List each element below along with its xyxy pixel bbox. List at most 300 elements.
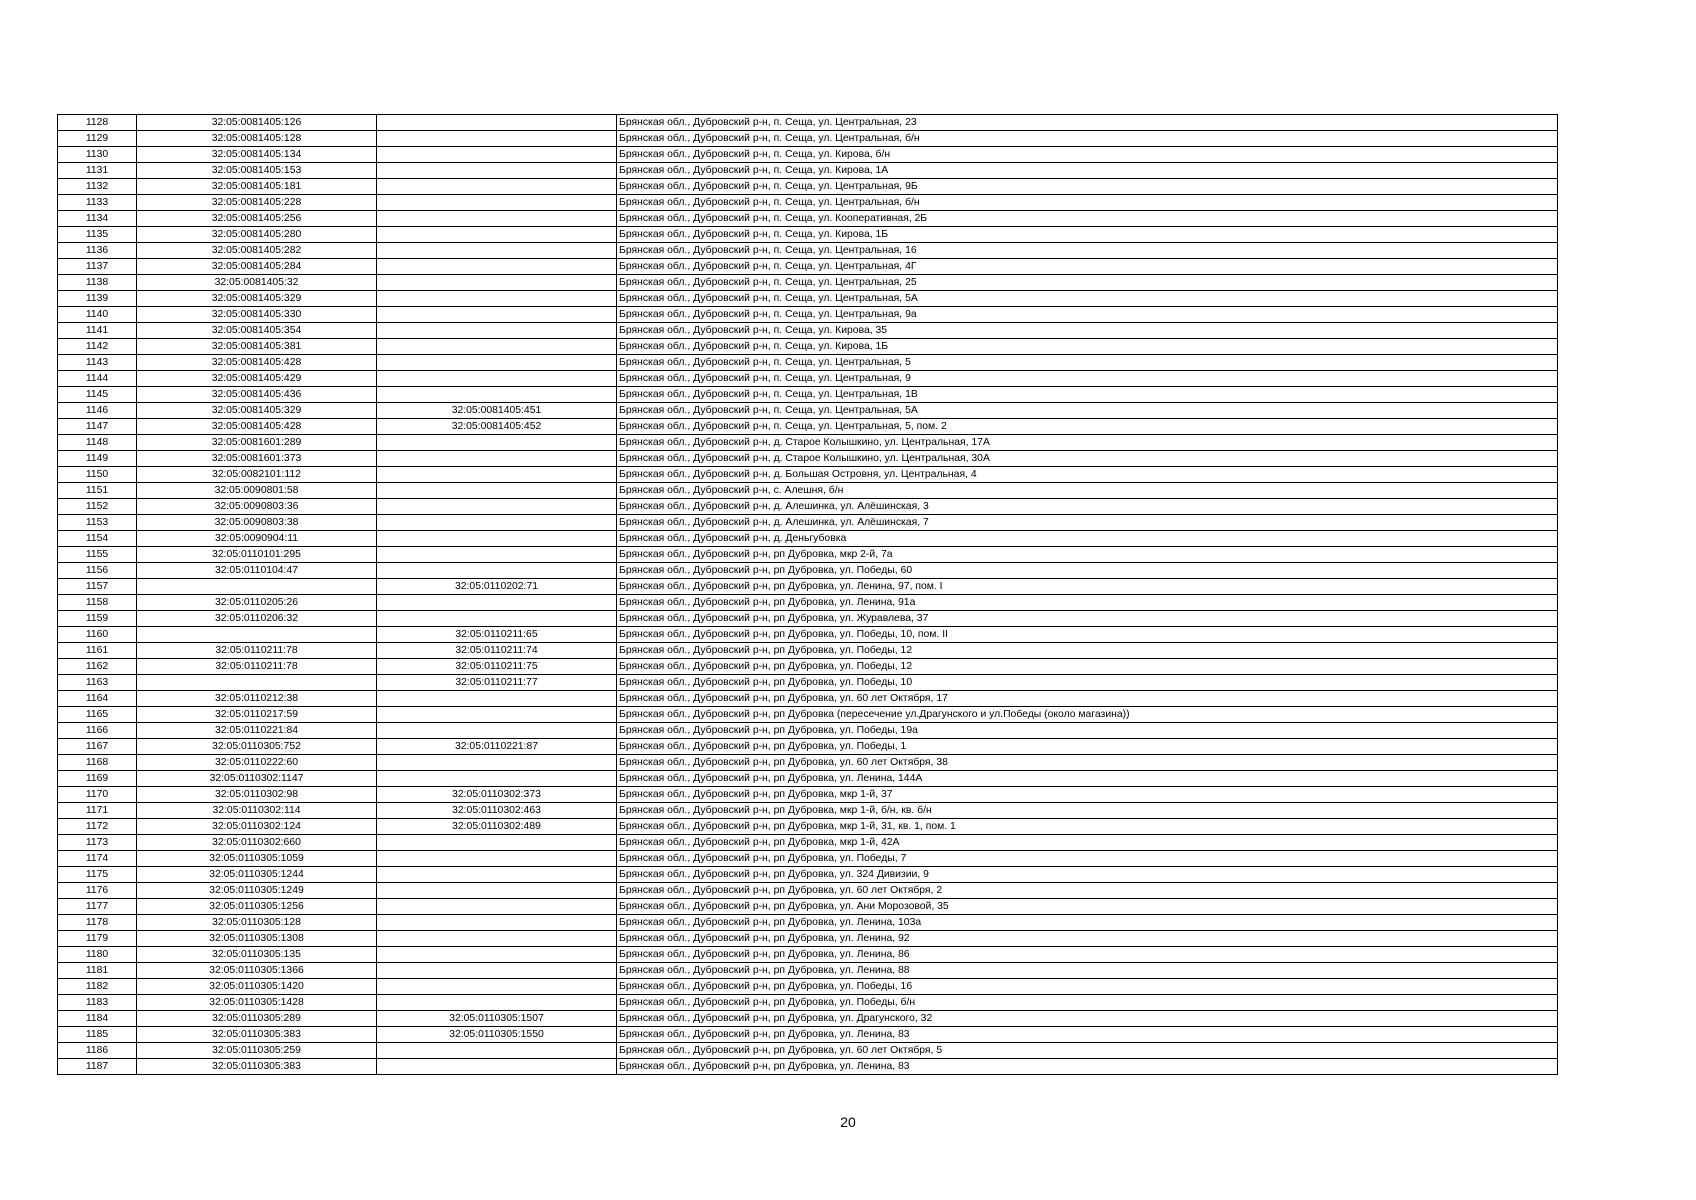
table-row <box>58 179 1558 195</box>
row-number-cell: 1128 <box>58 115 137 131</box>
address-cell: Брянская обл., Дубровский р-н, рп Дубровка, ул. Победы, 10 <box>617 675 1558 691</box>
cadastral-number-cell: 32:05:0081405:436 <box>137 387 377 403</box>
row-number-cell: 1145 <box>58 387 137 403</box>
row-number-cell: 1134 <box>58 211 137 227</box>
address-cell: Брянская обл., Дубровский р-н, рп Дубровка, ул. Журавлева, 37 <box>617 611 1558 627</box>
address-cell: Брянская обл., Дубровский р-н, рп Дубровка, ул. Победы, 7 <box>617 851 1558 867</box>
table-row <box>58 307 1558 323</box>
table-row <box>58 355 1558 371</box>
address-cell: Брянская обл., Дубровский р-н, рп Дубровка, ул. Победы, 1 <box>617 739 1558 755</box>
table-row <box>58 707 1558 723</box>
table-row <box>58 467 1558 483</box>
object-number-cell <box>377 355 617 371</box>
table-row <box>58 227 1558 243</box>
table-row <box>58 579 1558 595</box>
cadastral-number-cell: 32:05:0090803:38 <box>137 515 377 531</box>
object-number-cell: 32:05:0110211:65 <box>377 627 617 643</box>
row-number-cell: 1162 <box>58 659 137 675</box>
address-cell: Брянская обл., Дубровский р-н, п. Сеща, ул. Центральная, 9а <box>617 307 1558 323</box>
table-row <box>58 547 1558 563</box>
row-number-cell: 1164 <box>58 691 137 707</box>
address-cell: Брянская обл., Дубровский р-н, рп Дубровка, ул. 60 лет Октября, 17 <box>617 691 1558 707</box>
cadastral-number-cell: 32:05:0081405:381 <box>137 339 377 355</box>
table-row <box>58 1059 1558 1075</box>
cadastral-number-cell <box>137 579 377 595</box>
address-cell: Брянская обл., Дубровский р-н, п. Сеща, ул. Кооперативная, 2Б <box>617 211 1558 227</box>
address-cell: Брянская обл., Дубровский р-н, рп Дубровка, ул. Ани Морозовой, 35 <box>617 899 1558 915</box>
cadastral-number-cell: 32:05:0110305:1256 <box>137 899 377 915</box>
row-number-cell: 1146 <box>58 403 137 419</box>
row-number-cell: 1154 <box>58 531 137 547</box>
object-number-cell <box>377 835 617 851</box>
address-cell: Брянская обл., Дубровский р-н, рп Дубровка, ул. Победы, 16 <box>617 979 1558 995</box>
address-cell: Брянская обл., Дубровский р-н, рп Дубровка, ул. Ленина, 97, пом. I <box>617 579 1558 595</box>
cadastral-number-cell: 32:05:0081405:282 <box>137 243 377 259</box>
object-number-cell: 32:05:0110202:71 <box>377 579 617 595</box>
cadastral-number-cell: 32:05:0081405:134 <box>137 147 377 163</box>
row-number-cell: 1172 <box>58 819 137 835</box>
row-number-cell: 1148 <box>58 435 137 451</box>
row-number-cell: 1168 <box>58 755 137 771</box>
table-row <box>58 499 1558 515</box>
address-cell: Брянская обл., Дубровский р-н, рп Дубровка, ул. Ленина, 92 <box>617 931 1558 947</box>
cadastral-number-cell: 32:05:0081405:428 <box>137 419 377 435</box>
address-cell: Брянская обл., Дубровский р-н, д. Алешинка, ул. Алёшинская, 3 <box>617 499 1558 515</box>
table-row <box>58 371 1558 387</box>
row-number-cell: 1169 <box>58 771 137 787</box>
property-registry-table <box>57 114 1558 1075</box>
address-cell: Брянская обл., Дубровский р-н, п. Сеща, ул. Центральная, 5, пом. 2 <box>617 419 1558 435</box>
row-number-cell: 1171 <box>58 803 137 819</box>
table-row <box>58 291 1558 307</box>
cadastral-number-cell: 32:05:0081405:256 <box>137 211 377 227</box>
table-row <box>58 147 1558 163</box>
table-row <box>58 867 1558 883</box>
address-cell: Брянская обл., Дубровский р-н, п. Сеща, ул. Центральная, 5 <box>617 355 1558 371</box>
object-number-cell <box>377 899 617 915</box>
document-page <box>57 114 1557 1075</box>
cadastral-number-cell: 32:05:0110305:383 <box>137 1027 377 1043</box>
row-number-cell: 1137 <box>58 259 137 275</box>
object-number-cell <box>377 259 617 275</box>
cadastral-number-cell: 32:05:0110305:1244 <box>137 867 377 883</box>
address-cell: Брянская обл., Дубровский р-н, п. Сеща, ул. Центральная, 9 <box>617 371 1558 387</box>
object-number-cell: 32:05:0110221:87 <box>377 739 617 755</box>
object-number-cell <box>377 947 617 963</box>
object-number-cell <box>377 243 617 259</box>
row-number-cell: 1182 <box>58 979 137 995</box>
object-number-cell <box>377 451 617 467</box>
address-cell: Брянская обл., Дубровский р-н, п. Сеща, ул. Центральная, б/н <box>617 131 1558 147</box>
row-number-cell: 1166 <box>58 723 137 739</box>
object-number-cell <box>377 691 617 707</box>
table-row <box>58 435 1558 451</box>
table-row <box>58 115 1558 131</box>
row-number-cell: 1144 <box>58 371 137 387</box>
table-row <box>58 627 1558 643</box>
object-number-cell <box>377 771 617 787</box>
cadastral-number-cell: 32:05:0110211:78 <box>137 659 377 675</box>
object-number-cell <box>377 995 617 1011</box>
table-row <box>58 611 1558 627</box>
cadastral-number-cell: 32:05:0110302:660 <box>137 835 377 851</box>
cadastral-number-cell: 32:05:0082101:112 <box>137 467 377 483</box>
cadastral-number-cell: 32:05:0081405:228 <box>137 195 377 211</box>
object-number-cell: 32:05:0110305:1550 <box>377 1027 617 1043</box>
row-number-cell: 1140 <box>58 307 137 323</box>
row-number-cell: 1180 <box>58 947 137 963</box>
table-row <box>58 787 1558 803</box>
row-number-cell: 1181 <box>58 963 137 979</box>
address-cell: Брянская обл., Дубровский р-н, рп Дубровка, ул. Победы, 12 <box>617 659 1558 675</box>
cadastral-number-cell: 32:05:0110305:1249 <box>137 883 377 899</box>
address-cell: Брянская обл., Дубровский р-н, д. Старое Колышкино, ул. Центральная, 17А <box>617 435 1558 451</box>
row-number-cell: 1184 <box>58 1011 137 1027</box>
table-row <box>58 947 1558 963</box>
table-row <box>58 963 1558 979</box>
row-number-cell: 1167 <box>58 739 137 755</box>
cadastral-number-cell: 32:05:0081405:32 <box>137 275 377 291</box>
object-number-cell <box>377 195 617 211</box>
cadastral-number-cell: 32:05:0110302:124 <box>137 819 377 835</box>
cadastral-number-cell: 32:05:0110302:98 <box>137 787 377 803</box>
table-row <box>58 771 1558 787</box>
row-number-cell: 1132 <box>58 179 137 195</box>
cadastral-number-cell: 32:05:0110205:26 <box>137 595 377 611</box>
cadastral-number-cell: 32:05:0081405:330 <box>137 307 377 323</box>
row-number-cell: 1149 <box>58 451 137 467</box>
address-cell: Брянская обл., Дубровский р-н, п. Сеща, ул. Центральная, 5А <box>617 291 1558 307</box>
row-number-cell: 1178 <box>58 915 137 931</box>
object-number-cell <box>377 915 617 931</box>
table-row <box>58 403 1558 419</box>
address-cell: Брянская обл., Дубровский р-н, п. Сеща, ул. Центральная, 9Б <box>617 179 1558 195</box>
object-number-cell: 32:05:0110211:77 <box>377 675 617 691</box>
address-cell: Брянская обл., Дубровский р-н, п. Сеща, ул. Центральная, 16 <box>617 243 1558 259</box>
row-number-cell: 1160 <box>58 627 137 643</box>
row-number-cell: 1185 <box>58 1027 137 1043</box>
cadastral-number-cell <box>137 627 377 643</box>
row-number-cell: 1176 <box>58 883 137 899</box>
cadastral-number-cell <box>137 675 377 691</box>
address-cell: Брянская обл., Дубровский р-н, рп Дубровка, ул. 60 лет Октября, 2 <box>617 883 1558 899</box>
object-number-cell <box>377 755 617 771</box>
table-row <box>58 643 1558 659</box>
row-number-cell: 1163 <box>58 675 137 691</box>
cadastral-number-cell: 32:05:0110212:38 <box>137 691 377 707</box>
object-number-cell <box>377 883 617 899</box>
table-row <box>58 995 1558 1011</box>
cadastral-number-cell: 32:05:0110305:135 <box>137 947 377 963</box>
object-number-cell <box>377 611 617 627</box>
row-number-cell: 1142 <box>58 339 137 355</box>
object-number-cell <box>377 339 617 355</box>
address-cell: Брянская обл., Дубровский р-н, рп Дубровка, ул. Ленина, 144А <box>617 771 1558 787</box>
object-number-cell <box>377 275 617 291</box>
row-number-cell: 1170 <box>58 787 137 803</box>
address-cell: Брянская обл., Дубровский р-н, рп Дубровка, мкр 1-й, б/н, кв. б/н <box>617 803 1558 819</box>
cadastral-number-cell: 32:05:0081405:181 <box>137 179 377 195</box>
object-number-cell <box>377 227 617 243</box>
table-row <box>58 931 1558 947</box>
cadastral-number-cell: 32:05:0110305:752 <box>137 739 377 755</box>
address-cell: Брянская обл., Дубровский р-н, рп Дубровка, ул. Ленина, 91а <box>617 595 1558 611</box>
table-row <box>58 387 1558 403</box>
cadastral-number-cell: 32:05:0081405:153 <box>137 163 377 179</box>
object-number-cell <box>377 531 617 547</box>
address-cell: Брянская обл., Дубровский р-н, рп Дубровка, ул. 60 лет Октября, 5 <box>617 1043 1558 1059</box>
address-cell: Брянская обл., Дубровский р-н, рп Дубровка, ул. Победы, б/н <box>617 995 1558 1011</box>
row-number-cell: 1183 <box>58 995 137 1011</box>
table-row <box>58 723 1558 739</box>
address-cell: Брянская обл., Дубровский р-н, п. Сеща, ул. Центральная, 25 <box>617 275 1558 291</box>
object-number-cell <box>377 515 617 531</box>
row-number-cell: 1136 <box>58 243 137 259</box>
object-number-cell <box>377 163 617 179</box>
object-number-cell <box>377 563 617 579</box>
object-number-cell <box>377 979 617 995</box>
object-number-cell <box>377 595 617 611</box>
cadastral-number-cell: 32:05:0110222:60 <box>137 755 377 771</box>
table-row <box>58 323 1558 339</box>
object-number-cell: 32:05:0110302:373 <box>377 787 617 803</box>
row-number-cell: 1129 <box>58 131 137 147</box>
table-row <box>58 1011 1558 1027</box>
cadastral-number-cell: 32:05:0081405:128 <box>137 131 377 147</box>
table-row <box>58 675 1558 691</box>
table-row <box>58 595 1558 611</box>
cadastral-number-cell: 32:05:0110221:84 <box>137 723 377 739</box>
table-row <box>58 195 1558 211</box>
address-cell: Брянская обл., Дубровский р-н, рп Дубровка, ул. Ленина, 83 <box>617 1027 1558 1043</box>
cadastral-number-cell: 32:05:0110206:32 <box>137 611 377 627</box>
table-row <box>58 659 1558 675</box>
address-cell: Брянская обл., Дубровский р-н, рп Дубровка, ул. 324 Дивизии, 9 <box>617 867 1558 883</box>
address-cell: Брянская обл., Дубровский р-н, п. Сеща, ул. Кирова, 35 <box>617 323 1558 339</box>
row-number-cell: 1158 <box>58 595 137 611</box>
row-number-cell: 1138 <box>58 275 137 291</box>
row-number-cell: 1152 <box>58 499 137 515</box>
row-number-cell: 1159 <box>58 611 137 627</box>
row-number-cell: 1165 <box>58 707 137 723</box>
object-number-cell: 32:05:0110302:489 <box>377 819 617 835</box>
object-number-cell <box>377 323 617 339</box>
cadastral-number-cell: 32:05:0081405:428 <box>137 355 377 371</box>
cadastral-number-cell: 32:05:0081405:126 <box>137 115 377 131</box>
address-cell: Брянская обл., Дубровский р-н, п. Сеща, ул. Центральная, 23 <box>617 115 1558 131</box>
cadastral-number-cell: 32:05:0110305:128 <box>137 915 377 931</box>
table-row <box>58 131 1558 147</box>
row-number-cell: 1150 <box>58 467 137 483</box>
row-number-cell: 1175 <box>58 867 137 883</box>
cadastral-number-cell: 32:05:0110101:295 <box>137 547 377 563</box>
table-row <box>58 739 1558 755</box>
cadastral-number-cell: 32:05:0081405:329 <box>137 291 377 307</box>
table-row <box>58 275 1558 291</box>
address-cell: Брянская обл., Дубровский р-н, п. Сеща, ул. Кирова, б/н <box>617 147 1558 163</box>
table-row <box>58 915 1558 931</box>
address-cell: Брянская обл., Дубровский р-н, д. Старое Колышкино, ул. Центральная, 30А <box>617 451 1558 467</box>
row-number-cell: 1174 <box>58 851 137 867</box>
table-row <box>58 835 1558 851</box>
address-cell: Брянская обл., Дубровский р-н, рп Дубровка, мкр 1-й, 37 <box>617 787 1558 803</box>
address-cell: Брянская обл., Дубровский р-н, рп Дубровка, ул. Ленина, 86 <box>617 947 1558 963</box>
registry-table-body <box>58 115 1558 1075</box>
object-number-cell <box>377 291 617 307</box>
cadastral-number-cell: 32:05:0081405:284 <box>137 259 377 275</box>
table-row <box>58 803 1558 819</box>
address-cell: Брянская обл., Дубровский р-н, рп Дубровка, ул. Ленина, 83 <box>617 1059 1558 1075</box>
table-row <box>58 851 1558 867</box>
address-cell: Брянская обл., Дубровский р-н, п. Сеща, ул. Кирова, 1Б <box>617 339 1558 355</box>
row-number-cell: 1130 <box>58 147 137 163</box>
address-cell: Брянская обл., Дубровский р-н, рп Дубровка, мкр 1-й, 42А <box>617 835 1558 851</box>
table-row <box>58 163 1558 179</box>
table-row <box>58 483 1558 499</box>
address-cell: Брянская обл., Дубровский р-н, п. Сеща, ул. Кирова, 1Б <box>617 227 1558 243</box>
address-cell: Брянская обл., Дубровский р-н, рп Дубровка, ул. Ленина, 88 <box>617 963 1558 979</box>
row-number-cell: 1141 <box>58 323 137 339</box>
cadastral-number-cell: 32:05:0081405:329 <box>137 403 377 419</box>
table-row <box>58 515 1558 531</box>
table-row <box>58 563 1558 579</box>
address-cell: Брянская обл., Дубровский р-н, п. Сеща, ул. Кирова, 1А <box>617 163 1558 179</box>
row-number-cell: 1156 <box>58 563 137 579</box>
row-number-cell: 1155 <box>58 547 137 563</box>
cadastral-number-cell: 32:05:0081405:280 <box>137 227 377 243</box>
row-number-cell: 1131 <box>58 163 137 179</box>
cadastral-number-cell: 32:05:0110305:1308 <box>137 931 377 947</box>
object-number-cell <box>377 963 617 979</box>
object-number-cell <box>377 851 617 867</box>
row-number-cell: 1133 <box>58 195 137 211</box>
object-number-cell <box>377 371 617 387</box>
object-number-cell <box>377 179 617 195</box>
table-row <box>58 339 1558 355</box>
address-cell: Брянская обл., Дубровский р-н, п. Сеща, ул. Центральная, 4Г <box>617 259 1558 275</box>
row-number-cell: 1143 <box>58 355 137 371</box>
address-cell: Брянская обл., Дубровский р-н, рп Дубровка, ул. Драгунского, 32 <box>617 1011 1558 1027</box>
address-cell: Брянская обл., Дубровский р-н, рп Дубровка, ул. Ленина, 103а <box>617 915 1558 931</box>
object-number-cell: 32:05:0110305:1507 <box>377 1011 617 1027</box>
cadastral-number-cell: 32:05:0081405:354 <box>137 323 377 339</box>
object-number-cell <box>377 147 617 163</box>
object-number-cell <box>377 211 617 227</box>
address-cell: Брянская обл., Дубровский р-н, рп Дубровка (пересечение ул.Драгунского и ул.Победы (около магазина)) <box>617 707 1558 723</box>
address-cell: Брянская обл., Дубровский р-н, с. Алешня, б/н <box>617 483 1558 499</box>
cadastral-number-cell: 32:05:0110217:59 <box>137 707 377 723</box>
cadastral-number-cell: 32:05:0081405:429 <box>137 371 377 387</box>
table-row <box>58 211 1558 227</box>
address-cell: Брянская обл., Дубровский р-н, д. Алешинка, ул. Алёшинская, 7 <box>617 515 1558 531</box>
cadastral-number-cell: 32:05:0081601:289 <box>137 435 377 451</box>
object-number-cell <box>377 1043 617 1059</box>
object-number-cell <box>377 115 617 131</box>
object-number-cell <box>377 723 617 739</box>
object-number-cell <box>377 931 617 947</box>
cadastral-number-cell: 32:05:0110305:383 <box>137 1059 377 1075</box>
table-row <box>58 1043 1558 1059</box>
address-cell: Брянская обл., Дубровский р-н, рп Дубровка, ул. Победы, 60 <box>617 563 1558 579</box>
row-number-cell: 1161 <box>58 643 137 659</box>
row-number-cell: 1153 <box>58 515 137 531</box>
table-row <box>58 1027 1558 1043</box>
page-number: 20 <box>840 1114 856 1130</box>
object-number-cell: 32:05:0081405:452 <box>377 419 617 435</box>
address-cell: Брянская обл., Дубровский р-н, п. Сеща, ул. Центральная, б/н <box>617 195 1558 211</box>
address-cell: Брянская обл., Дубровский р-н, д. Большая Островня, ул. Центральная, 4 <box>617 467 1558 483</box>
object-number-cell <box>377 467 617 483</box>
cadastral-number-cell: 32:05:0110305:1428 <box>137 995 377 1011</box>
address-cell: Брянская обл., Дубровский р-н, рп Дубровка, ул. Победы, 12 <box>617 643 1558 659</box>
object-number-cell <box>377 867 617 883</box>
table-row <box>58 419 1558 435</box>
object-number-cell: 32:05:0110211:75 <box>377 659 617 675</box>
cadastral-number-cell: 32:05:0110211:78 <box>137 643 377 659</box>
row-number-cell: 1186 <box>58 1043 137 1059</box>
object-number-cell <box>377 1059 617 1075</box>
cadastral-number-cell: 32:05:0090803:36 <box>137 499 377 515</box>
object-number-cell <box>377 707 617 723</box>
table-row <box>58 819 1558 835</box>
table-row <box>58 899 1558 915</box>
object-number-cell <box>377 547 617 563</box>
cadastral-number-cell: 32:05:0110302:114 <box>137 803 377 819</box>
cadastral-number-cell: 32:05:0110305:1059 <box>137 851 377 867</box>
address-cell: Брянская обл., Дубровский р-н, п. Сеща, ул. Центральная, 5А <box>617 403 1558 419</box>
address-cell: Брянская обл., Дубровский р-н, рп Дубровка, ул. 60 лет Октября, 38 <box>617 755 1558 771</box>
object-number-cell <box>377 435 617 451</box>
cadastral-number-cell: 32:05:0110104:47 <box>137 563 377 579</box>
address-cell: Брянская обл., Дубровский р-н, п. Сеща, ул. Центральная, 1В <box>617 387 1558 403</box>
address-cell: Брянская обл., Дубровский р-н, рп Дубровка, ул. Победы, 19а <box>617 723 1558 739</box>
cadastral-number-cell: 32:05:0090801:58 <box>137 483 377 499</box>
address-cell: Брянская обл., Дубровский р-н, рп Дубровка, ул. Победы, 10, пом. II <box>617 627 1558 643</box>
object-number-cell <box>377 307 617 323</box>
table-row <box>58 979 1558 995</box>
cadastral-number-cell: 32:05:0110305:1420 <box>137 979 377 995</box>
object-number-cell: 32:05:0110302:463 <box>377 803 617 819</box>
cadastral-number-cell: 32:05:0110302:1147 <box>137 771 377 787</box>
object-number-cell: 32:05:0110211:74 <box>377 643 617 659</box>
cadastral-number-cell: 32:05:0081601:373 <box>137 451 377 467</box>
row-number-cell: 1187 <box>58 1059 137 1075</box>
address-cell: Брянская обл., Дубровский р-н, рп Дубровка, мкр 2-й, 7а <box>617 547 1558 563</box>
table-row <box>58 883 1558 899</box>
row-number-cell: 1179 <box>58 931 137 947</box>
cadastral-number-cell: 32:05:0110305:289 <box>137 1011 377 1027</box>
cadastral-number-cell: 32:05:0110305:259 <box>137 1043 377 1059</box>
object-number-cell <box>377 483 617 499</box>
row-number-cell: 1151 <box>58 483 137 499</box>
cadastral-number-cell: 32:05:0090904:11 <box>137 531 377 547</box>
object-number-cell: 32:05:0081405:451 <box>377 403 617 419</box>
row-number-cell: 1139 <box>58 291 137 307</box>
address-cell: Брянская обл., Дубровский р-н, д. Деньгубовка <box>617 531 1558 547</box>
table-row <box>58 531 1558 547</box>
address-cell: Брянская обл., Дубровский р-н, рп Дубровка, мкр 1-й, 31, кв. 1, пом. 1 <box>617 819 1558 835</box>
row-number-cell: 1157 <box>58 579 137 595</box>
object-number-cell <box>377 131 617 147</box>
cadastral-number-cell: 32:05:0110305:1366 <box>137 963 377 979</box>
row-number-cell: 1135 <box>58 227 137 243</box>
table-row <box>58 691 1558 707</box>
table-row <box>58 755 1558 771</box>
object-number-cell <box>377 387 617 403</box>
table-row <box>58 451 1558 467</box>
object-number-cell <box>377 499 617 515</box>
row-number-cell: 1147 <box>58 419 137 435</box>
